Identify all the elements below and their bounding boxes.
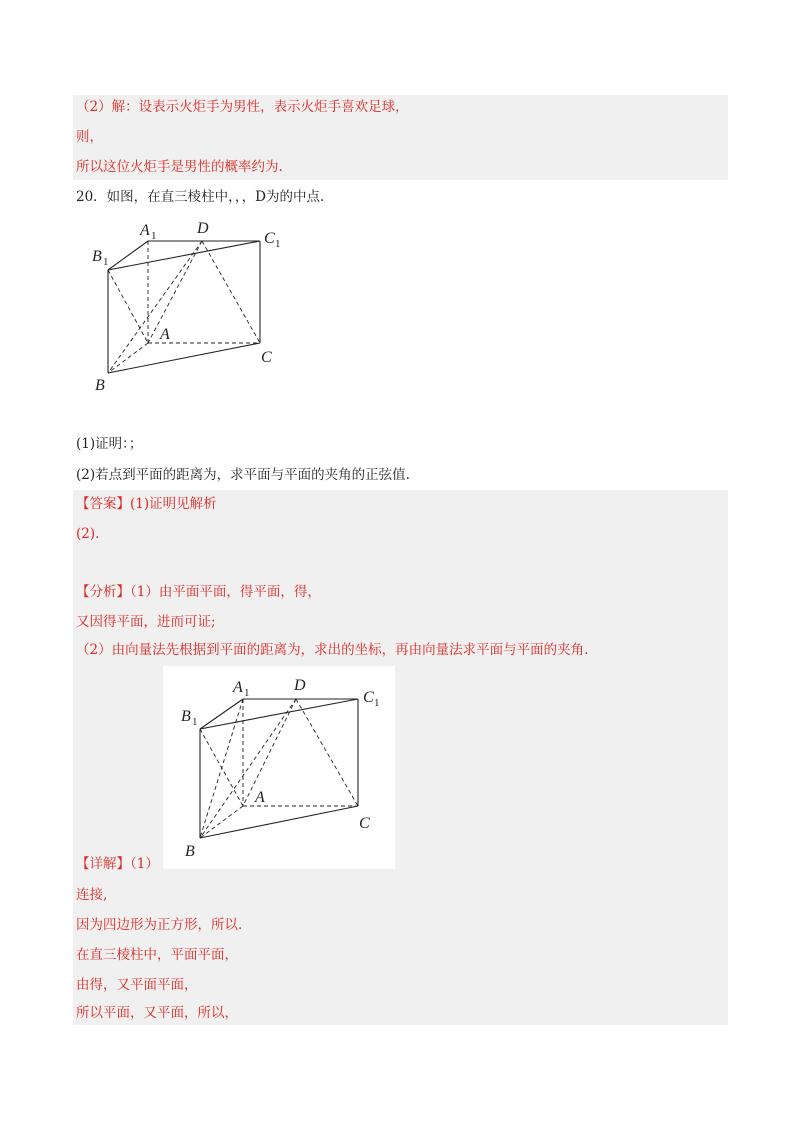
detail-line-2: 因为四边形为正方形，所以.: [76, 917, 243, 933]
solution-19-line-3: 所以这位火炬手是男性的概率约为.: [76, 159, 283, 175]
prism-figure-1: [88, 215, 288, 395]
analysis-text-1: （1）由平面平面，得平面，得，: [130, 584, 321, 600]
label-b1: B: [92, 248, 102, 265]
detail-line-4: 由得，又平面平面，: [76, 977, 198, 993]
label-b1-sub: 1: [103, 256, 109, 268]
detail-line-5: 所以平面，又平面，所以，: [76, 1005, 238, 1021]
fig2-label-a1-sub: 1: [244, 687, 250, 699]
label-d: D: [197, 220, 209, 237]
label-c1-sub: 1: [275, 238, 281, 250]
label-c1: C: [264, 230, 275, 247]
analysis-label: 【分析】: [76, 584, 130, 600]
solution-19-line-2: 则，: [76, 129, 103, 145]
problem-20-stem: 20．如图，在直三棱柱中，，，D为的中点.: [76, 189, 325, 205]
label-c: C: [261, 349, 272, 366]
fig2-label-c1: C: [363, 689, 374, 706]
prism-figure-2: [163, 666, 395, 869]
detail-heading: [76, 854, 159, 874]
fig2-label-c1-sub: 1: [374, 697, 380, 709]
problem-20-question-2: (2)若点到平面的距离为，求平面与平面的夹角的正弦值.: [76, 467, 410, 483]
answer-line-1: [76, 494, 217, 514]
problem-20-question-1: (1)证明：；: [76, 436, 143, 452]
label-a: A: [160, 326, 170, 343]
fig2-label-b1-sub: 1: [192, 716, 198, 728]
solution-19-line-1: （2）解：设表示火炬手为男性，表示火炬手喜欢足球，: [76, 99, 409, 115]
detail-line-3: 在直三棱柱中，平面平面，: [76, 947, 238, 963]
detail-label: 【详解】: [76, 856, 130, 872]
detail-line-1: 连接,: [76, 887, 108, 903]
label-b: B: [95, 377, 105, 394]
analysis-line-1: [76, 582, 321, 602]
fig2-label-c: C: [359, 815, 370, 832]
answer-part-2: (2).: [76, 526, 100, 542]
analysis-line-3: （2）由向量法先根据到平面的距离为，求出的坐标，再由向量法求平面与平面的夹角.: [76, 642, 589, 658]
label-a1-sub: 1: [151, 230, 157, 242]
fig2-label-a: A: [255, 789, 265, 806]
label-a1: A: [140, 222, 150, 239]
analysis-line-2: 又因得平面，进而可证;: [76, 614, 216, 630]
fig2-label-b: B: [185, 843, 195, 860]
fig2-label-d: D: [294, 677, 306, 694]
answer-part-1: (1)证明见解析: [130, 496, 217, 512]
fig2-label-b1: B: [181, 708, 191, 725]
answer-label: 【答案】: [76, 496, 130, 512]
detail-part: （1）: [130, 856, 159, 872]
fig2-label-a1: A: [233, 679, 243, 696]
